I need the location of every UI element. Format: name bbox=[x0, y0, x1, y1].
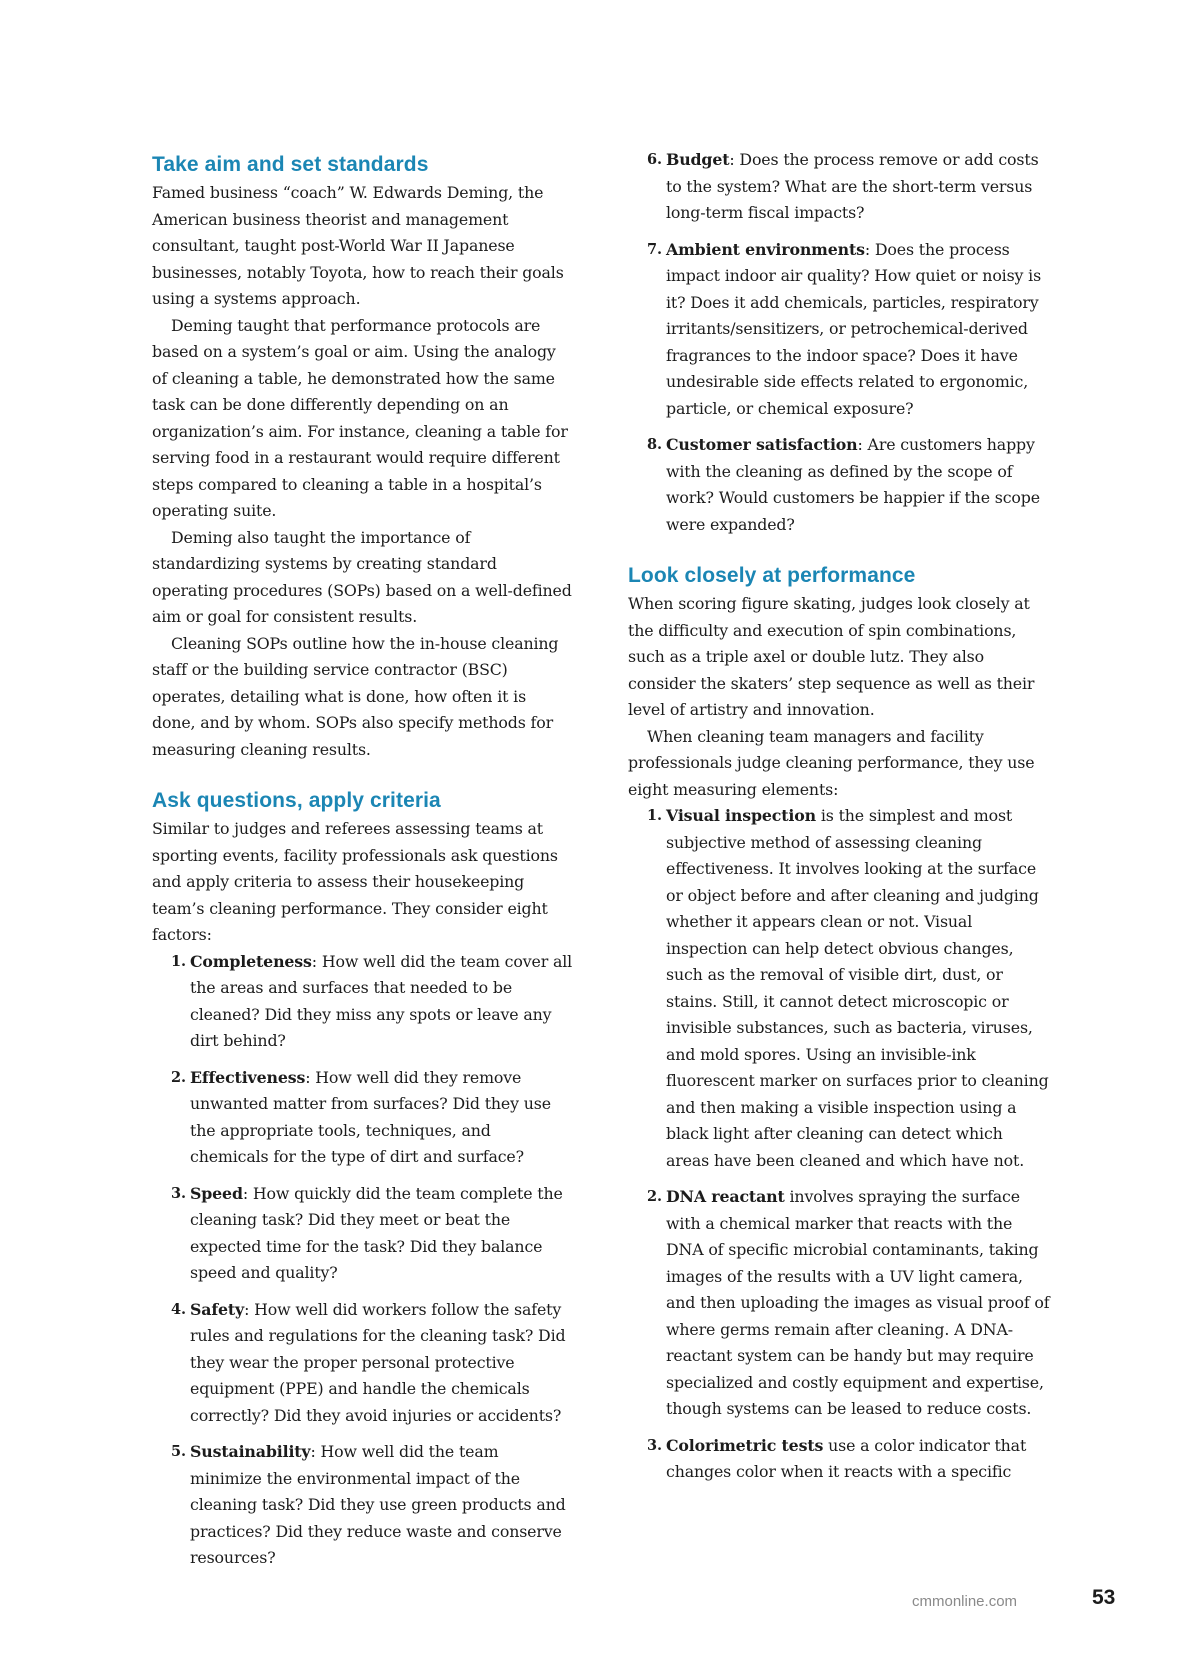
list-number: 4. bbox=[171, 1300, 186, 1318]
list-text: : How quickly did the team complete the cleaning task? Did they meet or beat the expected time for the task? Did they balance speed and quality? bbox=[190, 1183, 563, 1282]
list-text: : Does the process impact indoor air quality? How quiet or noisy is it? Does it add chemicals, particles, respiratory irritants/sensitizers, or petrochemical-derived fragrances to the indoor space? Does it have undesirable side effects related to ergonomic, particle, or chemical exposure? bbox=[666, 239, 1042, 418]
factors-list-continued bbox=[628, 147, 1050, 538]
list-text: : How well did the team cover all the areas and surfaces that needed to be cleaned? Did they miss any spots or leave any dirt behind? bbox=[190, 951, 573, 1050]
list-text: : How well did workers follow the safety rules and regulations for the cleaning task? Did they wear the proper personal protective equipment (PPE) and handle the chemicals correctly? Did they avoid injuries or accidents? bbox=[190, 1299, 566, 1425]
page-number: 53 bbox=[1092, 1586, 1116, 1609]
list-item bbox=[152, 1439, 574, 1572]
factors-list bbox=[152, 949, 574, 1572]
list-number: 2. bbox=[647, 1188, 662, 1205]
list-item bbox=[152, 1181, 574, 1287]
list-item bbox=[628, 803, 1050, 1174]
paragraph: Deming taught that performance protocols are based on a system’s goal or aim. Using the analogy of cleaning a table, he demonstrated how the same task can be done differently depending on an organization’s aim. For instance, cleaning a table for serving food in a restaurant would require different steps compared to cleaning a table in a hospital’s operating suite. bbox=[152, 315, 568, 520]
list-text: : How well did the team minimize the environmental impact of the cleaning task? Did they use green products and practices? Did they reduce waste and conserve resources? bbox=[190, 1442, 566, 1567]
paragraph: Cleaning SOPs outline how the in-house cleaning staff or the building service contractor (BSC) operates, detailing what is done, how often it is done, and by whom. SOPs also specify methods for measuring cleaning results. bbox=[152, 633, 559, 759]
list-term: Safety bbox=[190, 1299, 245, 1319]
list-number: 7. bbox=[647, 240, 662, 258]
list-number: 8. bbox=[647, 436, 662, 453]
paragraph: Famed business “coach” W. Edwards Deming, the American business theorist and management consultant, taught post-World War II Japanese businesses, notably Toyota, how to reach their goals using a systems approach. bbox=[152, 183, 564, 308]
list-number: 2. bbox=[171, 1068, 186, 1086]
list-term: DNA reactant bbox=[666, 1187, 785, 1206]
list-number: 3. bbox=[647, 1436, 662, 1454]
list-item bbox=[152, 949, 574, 1055]
list-text: : Are customers happy with the cleaning as defined by the scope of work? Would customers be happier if the scope were expanded? bbox=[666, 435, 1040, 534]
list-item bbox=[628, 1184, 1050, 1423]
section-heading-ask-questions: Ask questions, apply criteria bbox=[152, 789, 441, 812]
list-term: Budget bbox=[666, 150, 730, 169]
measuring-elements-list bbox=[628, 803, 1050, 1486]
list-term: Sustainability bbox=[190, 1442, 311, 1461]
list-item bbox=[628, 432, 1050, 538]
list-item bbox=[628, 147, 1050, 227]
list-item bbox=[628, 1433, 1050, 1486]
paragraph: When cleaning team managers and facility professionals judge cleaning performance, they use eight measuring elements: bbox=[628, 726, 1035, 799]
list-term: Speed bbox=[190, 1183, 243, 1203]
list-item bbox=[152, 1065, 574, 1171]
list-number: 1. bbox=[171, 952, 186, 970]
list-number: 5. bbox=[171, 1443, 186, 1460]
list-number: 1. bbox=[647, 807, 662, 824]
list-text: : Does the process remove or add costs to the system? What are the short-term versus long-term fiscal impacts? bbox=[666, 150, 1039, 222]
paragraph: When scoring figure skating, judges look closely at the difficulty and execution of spin combinations, such as a triple axel or double lutz. They also consider the skaters’ step sequence as well as their level of artistry and innovation. bbox=[628, 594, 1035, 719]
list-term: Customer satisfaction bbox=[666, 435, 858, 454]
list-text: : How well did they remove unwanted matter from surfaces? Did they use the appropriate tools, techniques, and chemicals for the type of dirt and surface? bbox=[190, 1067, 551, 1166]
list-item bbox=[152, 1297, 574, 1430]
list-text: use a color indicator that changes color when it reacts with a specific bbox=[666, 1435, 1027, 1481]
list-number: 3. bbox=[171, 1184, 186, 1202]
footer-website: cmmonline.com bbox=[912, 1593, 1018, 1610]
list-term: Ambient environments bbox=[666, 239, 865, 259]
list-text: is the simplest and most subjective method of assessing cleaning effectiveness. It involves looking at the surface or object before and after cleaning and judging whether it appears clean or not. Visual inspection can help detect obvious changes, such as the removal of visible dirt, dust, or stains. Still, it cannot detect microscopic or invisible substances, such as bacteria, viruses, and mold spores. Using an invisible-ink fluorescent marker on surfaces prior to cleaning and then making a visible inspection using a black light after cleaning can detect which areas have been cleaned and which have not. bbox=[666, 806, 1049, 1170]
list-term: Visual inspection bbox=[666, 806, 816, 825]
left-column bbox=[152, 151, 574, 1582]
list-item bbox=[628, 237, 1050, 423]
list-text: involves spraying the surface with a chemical marker that reacts with the DNA of specific microbial contaminants, taking images of the results with a UV light camera, and then uploading the images as visual proof of where germs remain after cleaning. A DNA-reactant system can be handy but may require specialized and costly equipment and expertise, though systems can be leased to reduce costs. bbox=[666, 1187, 1050, 1418]
list-term: Effectiveness bbox=[190, 1067, 306, 1087]
paragraph: Similar to judges and referees assessing teams at sporting events, facility professionals ask questions and apply criteria to assess their housekeeping team’s cleaning performance. They consider eight factors: bbox=[152, 819, 558, 944]
list-number: 6. bbox=[647, 151, 662, 168]
list-term: Completeness bbox=[190, 951, 312, 971]
section-heading-take-aim: Take aim and set standards bbox=[152, 153, 429, 176]
right-column bbox=[628, 147, 1050, 1496]
list-term: Colorimetric tests bbox=[666, 1435, 824, 1455]
paragraph: Deming also taught the importance of standardizing systems by creating standard operating procedures (SOPs) based on a well-defined aim or goal for consistent results. bbox=[152, 527, 572, 626]
section-heading-look-closely: Look closely at performance bbox=[628, 564, 916, 587]
